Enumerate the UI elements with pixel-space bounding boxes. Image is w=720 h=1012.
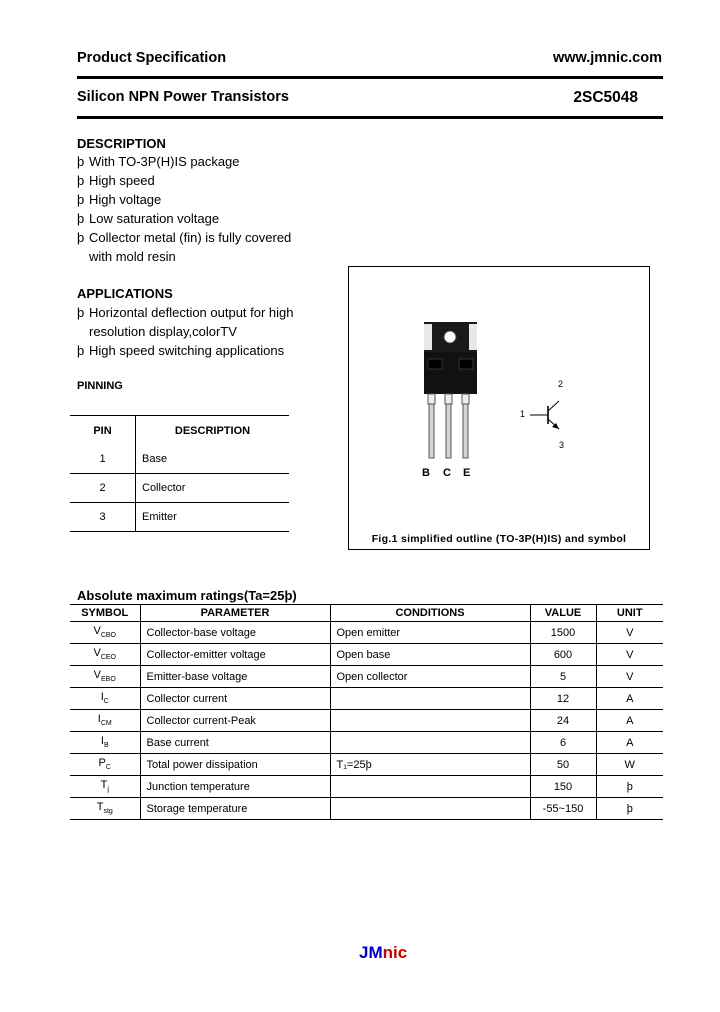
- header-rule-bottom: [77, 116, 663, 119]
- symbol-letter: V: [93, 647, 101, 660]
- list-item-text: High voltage: [89, 192, 162, 207]
- unit-col-header: UNIT: [596, 605, 663, 622]
- symbol-label-emitter: 3: [559, 440, 565, 450]
- pin-number: 1: [99, 453, 106, 465]
- unit-cell: þ: [596, 776, 663, 798]
- unit-cell: A: [596, 688, 663, 710]
- part-number: 2SC5048: [573, 89, 638, 106]
- table-row: [70, 445, 289, 474]
- list-item: [77, 341, 294, 360]
- value-cell: 150: [530, 776, 596, 798]
- brand-jm: JM: [359, 943, 383, 962]
- table-row: [70, 710, 663, 732]
- symbol-letter: I: [97, 713, 101, 726]
- symbol-col-header: SYMBOL: [70, 605, 140, 622]
- table-row: [70, 754, 663, 776]
- conditions-cell: Open emitter: [330, 622, 530, 644]
- parameter-cell: Collector current: [140, 688, 330, 710]
- value-cell: 24: [530, 710, 596, 732]
- bullet-glyph: þ: [77, 211, 85, 226]
- symbol-letter: T: [100, 779, 108, 792]
- unit-cell: V: [596, 666, 663, 688]
- unit-cell: A: [596, 710, 663, 732]
- brand-nic: nic: [382, 943, 408, 962]
- table-row: [70, 688, 663, 710]
- parameter-cell: Junction temperature: [140, 776, 330, 798]
- value-cell: 1500: [530, 622, 596, 644]
- value-col-header: VALUE: [530, 605, 596, 622]
- package-figure: [348, 266, 650, 550]
- symbol-subscript: EBO: [101, 676, 116, 684]
- conditions-cell: [330, 710, 530, 732]
- unit-cell: þ: [596, 798, 663, 820]
- conditions-cell: [330, 798, 530, 820]
- pin-label-c: C: [443, 467, 451, 479]
- conditions-cell: [330, 776, 530, 798]
- list-item: [77, 190, 291, 209]
- parameter-cell: Total power dissipation: [140, 754, 330, 776]
- list-item-text: Horizontal deflection output for high: [89, 305, 294, 320]
- pin-description: Collector: [136, 474, 290, 503]
- list-item-text: High speed: [89, 173, 155, 188]
- bullet-glyph: þ: [77, 154, 85, 169]
- list-item: [77, 209, 291, 228]
- unit-cell: A: [596, 732, 663, 754]
- lead-collector: [446, 404, 451, 458]
- lead-emitter: [463, 404, 468, 458]
- header-rule-top: [77, 76, 663, 79]
- parameter-cell: Collector-base voltage: [140, 622, 330, 644]
- description-heading: DESCRIPTION: [77, 136, 166, 151]
- conditions-col-header: CONDITIONS: [330, 605, 530, 622]
- lead-base: [429, 404, 434, 458]
- conditions-cell: [330, 732, 530, 754]
- list-item: [77, 171, 291, 190]
- symbol-cell: [70, 622, 140, 644]
- symbol-subscript: C: [103, 698, 109, 706]
- symbol-cell: [70, 644, 140, 666]
- list-item: [77, 152, 291, 171]
- pin-label-b: B: [422, 467, 430, 479]
- symbol-cell: [70, 776, 140, 798]
- symbol-label-base: 1: [520, 409, 526, 419]
- pin-number: 3: [99, 511, 106, 523]
- pinning-heading: PINNING: [77, 380, 123, 392]
- symbol-letter: I: [100, 735, 104, 748]
- pin-number: 2: [99, 482, 106, 494]
- symbol-letter: I: [100, 691, 104, 704]
- pinning-table: [70, 415, 289, 532]
- unit-cell: V: [596, 644, 663, 666]
- symbol-subscript: B: [103, 742, 109, 750]
- table-row: [70, 644, 663, 666]
- list-item-text: With TO-3P(H)IS package: [89, 154, 240, 169]
- package-drawing: [349, 267, 649, 549]
- bullet-glyph: þ: [77, 173, 85, 188]
- parameter-cell: Base current: [140, 732, 330, 754]
- header-url[interactable]: www.jmnic.com: [552, 50, 662, 66]
- symbol-subscript: CM: [100, 720, 112, 728]
- unit-cell: V: [596, 622, 663, 644]
- symbol-subscript: j: [107, 786, 109, 794]
- table-row: [70, 666, 663, 688]
- parameter-cell: Collector current-Peak: [140, 710, 330, 732]
- applications-list: [77, 303, 294, 360]
- symbol-letter: T: [96, 801, 104, 814]
- table-row: [70, 776, 663, 798]
- description-list: [77, 152, 291, 266]
- symbol-letter: V: [93, 669, 102, 682]
- parameter-cell: Collector-emitter voltage: [140, 644, 330, 666]
- list-item-text: High speed switching applications: [89, 343, 285, 358]
- value-cell: 12: [530, 688, 596, 710]
- table-row: [70, 474, 289, 503]
- value-cell: 6: [530, 732, 596, 754]
- symbol-letter: V: [93, 625, 101, 638]
- unit-cell: W: [596, 754, 663, 776]
- symbol-subscript: stg: [103, 808, 113, 816]
- symbol-subscript: C: [105, 764, 111, 772]
- value-cell: 600: [530, 644, 596, 666]
- mounting-hole-icon: [444, 331, 456, 343]
- conditions-cell: Open collector: [330, 666, 530, 688]
- bullet-glyph: þ: [77, 343, 85, 358]
- value-cell: 50: [530, 754, 596, 776]
- value-cell: -55~150: [530, 798, 596, 820]
- symbol-cell: [70, 710, 140, 732]
- symbol-cell: [70, 688, 140, 710]
- conditions-cell: Open base: [330, 644, 530, 666]
- product-title: Silicon NPN Power Transistors: [77, 89, 289, 105]
- bullet-glyph: þ: [77, 230, 85, 245]
- symbol-cell: [70, 666, 140, 688]
- symbol-cell: [70, 732, 140, 754]
- desc-col-header: DESCRIPTION: [136, 416, 290, 446]
- list-item-text: Low saturation voltage: [89, 211, 220, 226]
- figure-caption: Fig.1 simplified outline (TO-3P(H)IS) and symbol: [371, 533, 627, 545]
- value-cell: 5: [530, 666, 596, 688]
- npn-transistor-symbol-icon: [530, 401, 559, 429]
- pin-description: Base: [136, 445, 290, 474]
- table-row: [70, 798, 663, 820]
- parameter-cell: Emitter-base voltage: [140, 666, 330, 688]
- header-left: Product Specification: [77, 50, 227, 66]
- table-row: [70, 732, 663, 754]
- list-item-text: resolution display,colorTV: [89, 324, 237, 339]
- bullet-glyph: þ: [77, 305, 85, 320]
- symbol-cell: [70, 798, 140, 820]
- symbol-cell: [70, 754, 140, 776]
- list-item: [77, 303, 294, 322]
- conditions-cell: [330, 688, 530, 710]
- table-row: [70, 622, 663, 644]
- ratings-heading: Absolute maximum ratings(Ta=25þ): [77, 588, 297, 603]
- table-row: [70, 503, 289, 532]
- symbol-label-collector: 2: [558, 379, 564, 389]
- conditions-cell: T₁=25þ: [330, 754, 530, 776]
- symbol-subscript: CBO: [100, 632, 116, 640]
- ratings-header-row: [70, 605, 663, 622]
- pin-description: Emitter: [136, 503, 290, 532]
- pin-col-header: PIN: [93, 424, 112, 437]
- list-item: [77, 228, 291, 247]
- footer-brand: [359, 943, 407, 963]
- applications-heading: APPLICATIONS: [77, 286, 173, 301]
- parameter-col-header: PARAMETER: [140, 605, 330, 622]
- pin-label-e: E: [463, 467, 471, 479]
- bullet-glyph: þ: [77, 192, 85, 207]
- list-item-text: with mold resin: [89, 249, 176, 264]
- parameter-cell: Storage temperature: [140, 798, 330, 820]
- symbol-subscript: CEO: [100, 654, 116, 662]
- symbol-letter: P: [98, 757, 106, 770]
- list-item-cont: [77, 322, 294, 341]
- list-item-text: Collector metal (fin) is fully covered: [89, 230, 292, 245]
- list-item-cont: [77, 247, 291, 266]
- ratings-table: [70, 604, 663, 820]
